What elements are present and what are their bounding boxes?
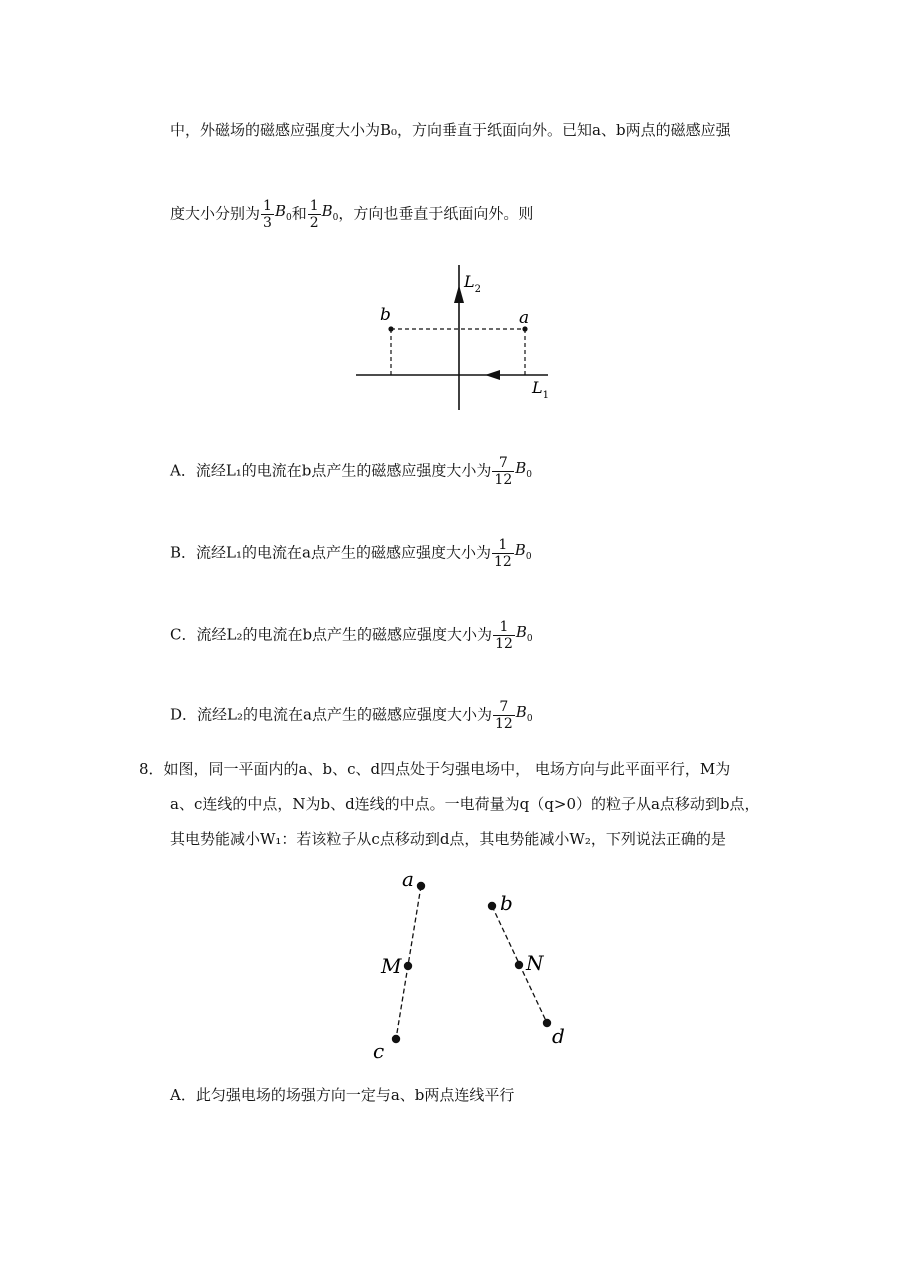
label-a: a — [519, 308, 530, 328]
fraction-7-12: $\frac{7}{12}$ — [494, 699, 513, 732]
label-L1: $L_1$ — [532, 378, 549, 401]
q8-text-line-2: a、c连线的中点，N为b、d连线的中点。一电荷量为q（q>0）的粒子从a点移动到b点， — [170, 795, 760, 813]
point-a — [417, 882, 425, 890]
q8-text-line-1: 8．如图，同一平面内的a、b、c、d四点处于匀强电场中， 电场方向与此平面平行，M为 — [139, 760, 731, 778]
fraction-7-12: $\frac{7}{12}$ — [494, 455, 513, 488]
option-b-text: B．流经L₁的电流在a点产生的磁感应强度大小为 — [170, 543, 491, 562]
q7-text-line-1: 中，外磁场的磁感应强度大小为B₀，方向垂直于纸面向外。已知a、b两点的磁感应强 — [170, 121, 731, 139]
q7-wire-diagram — [340, 255, 570, 420]
option-a-text: A．流经L₁的电流在b点产生的磁感应强度大小为 — [170, 461, 492, 480]
arrow-L2-up — [454, 285, 464, 303]
label-N: N — [526, 951, 544, 975]
point-b — [388, 326, 393, 331]
b0-symbol: $B_0$ — [274, 202, 292, 223]
q8-option-a: A．此匀强电场的场强方向一定与a、b两点连线平行 — [170, 1086, 515, 1104]
q7-text-line-2 — [170, 188, 533, 241]
q8-text-line-3: 其电势能减小W₁：若该粒子从c点移动到d点，其电势能减小W₂，下列说法正确的是 — [170, 830, 726, 848]
b0-symbol: $B_0$ — [515, 703, 533, 724]
q7-line2-pre: 度大小分别为 — [170, 204, 261, 223]
point-c — [392, 1035, 400, 1043]
label-M: M — [381, 954, 402, 978]
label-L2: $L_2$ — [464, 272, 481, 295]
q7-option-a — [170, 448, 532, 495]
fraction-one-third: $\frac{1}{3}$ — [263, 198, 272, 231]
label-b: b — [500, 891, 513, 915]
q7-option-b — [170, 530, 532, 577]
fraction-1-12: $\frac{1}{12}$ — [495, 619, 513, 652]
label-a: a — [402, 867, 414, 891]
label-b: b — [380, 305, 391, 325]
q7-option-c — [170, 612, 533, 659]
q7-option-d — [170, 692, 533, 739]
fraction-1-12: $\frac{1}{12}$ — [493, 537, 512, 570]
label-d: d — [552, 1024, 565, 1048]
b0-symbol: $B_0$ — [321, 202, 339, 223]
point-b — [488, 902, 496, 910]
b0-symbol: $B_0$ — [515, 459, 533, 480]
arrow-L1-left — [485, 370, 500, 380]
b0-symbol: $B_0$ — [514, 541, 532, 562]
q7-line2-post: ，方向也垂直于纸面向外。则 — [338, 204, 534, 223]
option-d-text: D．流经L₂的电流在a点产生的磁感应强度大小为 — [170, 705, 492, 724]
option-c-text: C．流经L₂的电流在b点产生的磁感应强度大小为 — [170, 625, 493, 644]
fraction-one-half: $\frac{1}{2}$ — [309, 198, 319, 231]
point-N — [515, 961, 523, 969]
label-c: c — [373, 1039, 385, 1063]
b0-symbol: $B_0$ — [515, 623, 533, 644]
point-d — [543, 1019, 551, 1027]
point-M — [404, 962, 412, 970]
q7-line2-mid: 和 — [291, 204, 307, 223]
q8-points-diagram — [360, 860, 580, 1070]
